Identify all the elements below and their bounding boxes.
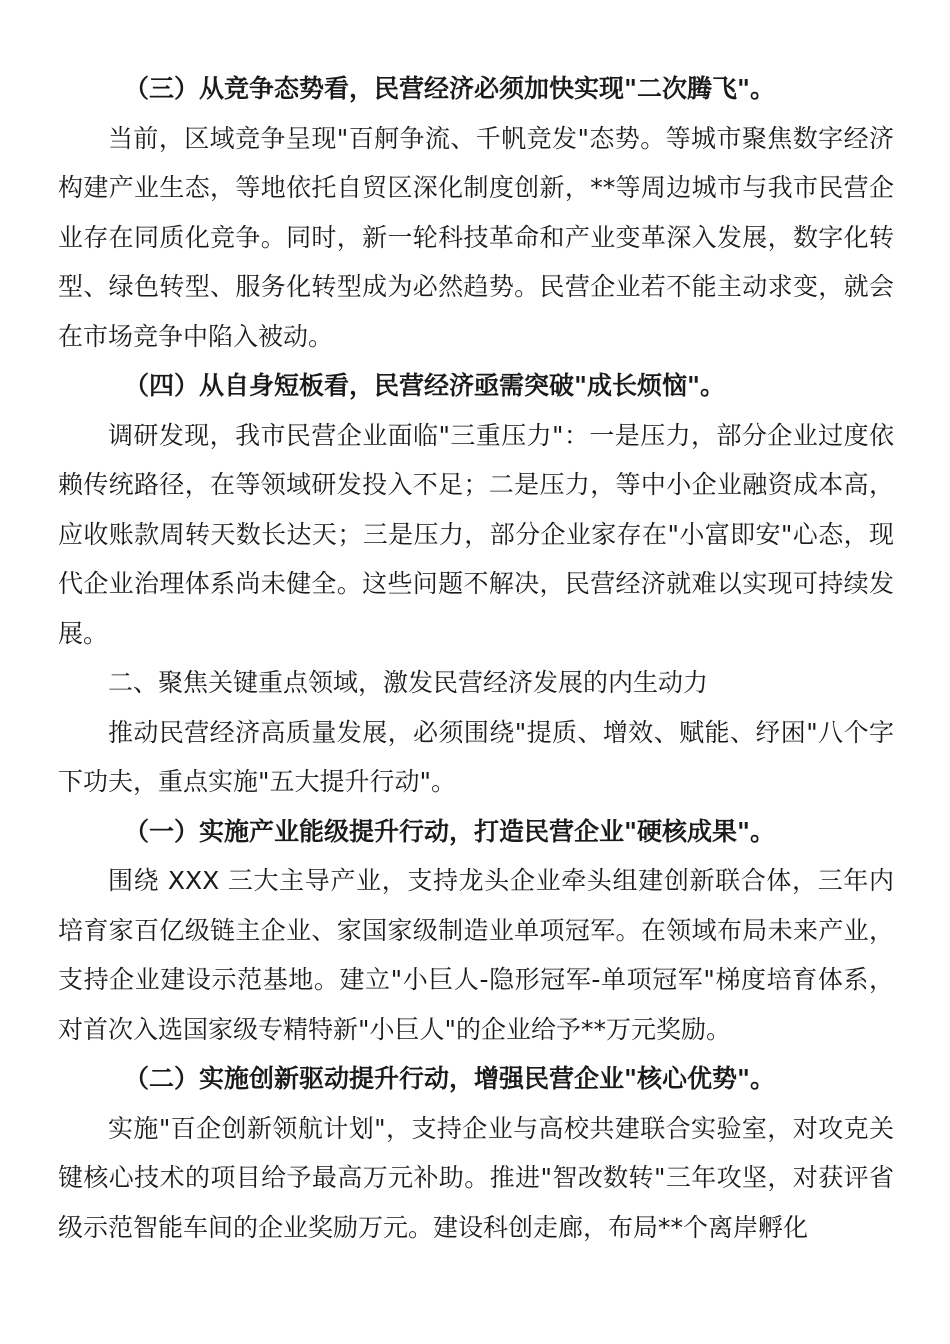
section-heading-3: （三）从竞争态势看，民营经济必须加快实现"二次腾飞"。 <box>124 74 776 103</box>
paragraph-five-actions: 推动民营经济高质量发展，必须围绕"提质、增效、赋能、纾困"八个字下功夫，重点实施"五大提升行动"。 <box>58 717 894 796</box>
chapter-heading-2: 二、聚焦关键重点领域，激发民营经济发展的内生动力 <box>108 668 709 697</box>
paragraph-industry: 围绕 XXX 三大主导产业，支持龙头企业牵头组建创新联合体，三年内培育家百亿级链主企业、家国家级制造业单项冠军。在领域布局未来产业，支持企业建设示范基地。建立"小巨人-隐形冠军-单项冠军"梯度培育体系，对首次入选国家级专精特新"小巨人"的企业给予**万元奖励。 <box>58 866 894 1044</box>
section-heading-1: （一）实施产业能级提升行动，打造民营企业"硬核成果"。 <box>124 816 776 846</box>
paragraph-competition: 当前，区域竞争呈现"百舸争流、千帆竞发"态势。等城市聚焦数字经济构建产业生态，等地依托自贸区深化制度创新，**等周边城市与我市民营企业存在同质化竞争。同时，新一轮科技革命和产业变革深入发展，数字化转型、绿色转型、服务化转型成为必然趋势。民营企业若不能主动求变，就会在市场竞争中陷入被动。 <box>58 123 894 351</box>
paragraph-innovation: 实施"百企创新领航计划"，支持企业与高校共建联合实验室，对攻克关键核心技术的项目给予最高万元补助。推进"智改数转"三年攻坚，对获评省级示范智能车间的企业奖励万元。建设科创走廊，布局**个离岸孵化 <box>58 1113 894 1242</box>
section-heading-4: （四）从自身短板看，民营经济亟需突破"成长烦恼"。 <box>124 371 726 400</box>
section-heading-2: （二）实施创新驱动提升行动，增强民营企业"核心优势"。 <box>124 1064 776 1093</box>
document-body <box>58 64 894 1252</box>
paragraph-pressures: 调研发现，我市民营企业面临"三重压力"：一是压力，部分企业过度依赖传统路径，在等领域研发投入不足；二是压力，等中小企业融资成本高，应收账款周转天数长达天；三是压力，部分企业家存在"小富即安"心态，现代企业治理体系尚未健全。这些问题不解决，民营经济就难以实现可持续发展。 <box>58 420 894 648</box>
